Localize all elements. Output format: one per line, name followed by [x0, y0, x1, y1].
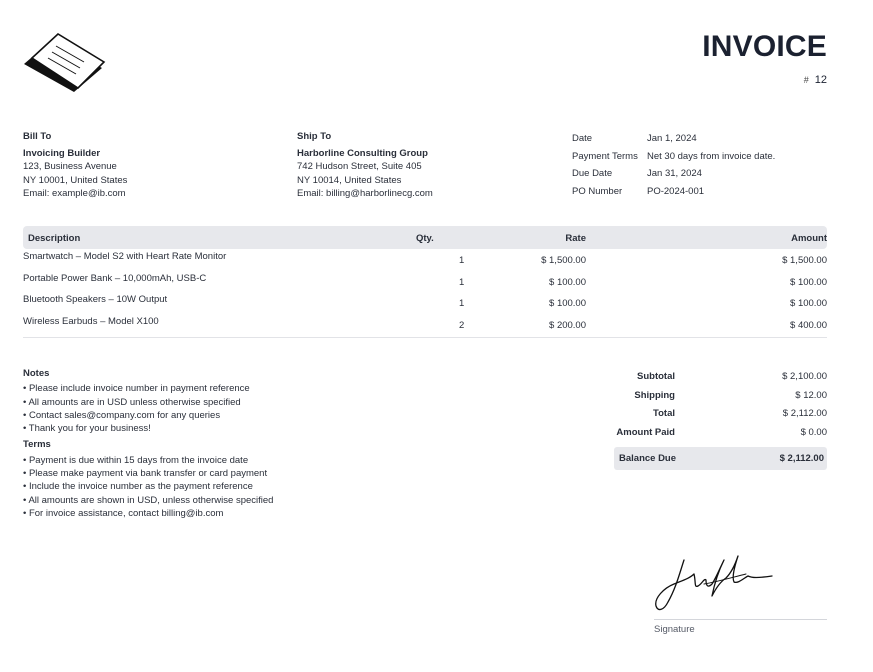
meta-value: Net 30 days from invoice date. — [647, 150, 776, 162]
meta-row — [572, 183, 775, 201]
table-row: Bluetooth Speakers – 10W Output 1 $ 100.00 $ 100.00 — [23, 294, 827, 309]
ship-to-label: Ship To — [297, 131, 332, 142]
balance-due-row — [614, 447, 827, 470]
notes-item: • All amounts are in USD unless otherwise specified — [23, 396, 241, 408]
meta-key: Due Date — [572, 168, 613, 180]
cell-amount: $ 100.00 — [790, 276, 827, 288]
meta-row — [572, 130, 775, 148]
shipping-value: $ 12.00 — [795, 389, 827, 401]
bill-to-name: Invoicing Builder — [23, 147, 101, 159]
cell-rate: $ 100.00 — [549, 298, 586, 309]
bill-to-line: NY 10001, United States — [23, 174, 128, 186]
amount-paid-label: Amount Paid — [616, 426, 675, 438]
paper-document-icon — [22, 32, 106, 96]
notes-item: • Thank you for your business! — [23, 423, 151, 435]
invoice-number-hash: # — [803, 75, 809, 85]
totals-row — [614, 387, 827, 406]
cell-description: Smartwatch – Model S2 with Heart Rate Monitor — [23, 251, 227, 262]
notes-terms-block — [23, 367, 273, 520]
signature-label: Signature — [654, 624, 695, 635]
meta-row — [572, 165, 775, 183]
invoice-title: INVOICE — [702, 30, 827, 63]
table-row: Smartwatch – Model S2 with Heart Rate Monitor 1 $ 1,500.00 $ 1,500.00 — [23, 251, 827, 266]
meta-row — [572, 148, 775, 166]
notes-label: Notes — [23, 368, 50, 379]
total-value: $ 2,112.00 — [782, 408, 827, 419]
bill-to-line: 123, Business Avenue — [23, 161, 117, 172]
invoice-number — [804, 74, 827, 86]
line-items-table — [23, 226, 827, 338]
signature-line — [654, 619, 827, 620]
table-header: Description Qty. Rate Amount — [23, 226, 827, 249]
totals-row — [614, 424, 827, 443]
table-row: Portable Power Bank – 10,000mAh, USB-C 1 $ 100.00 $ 100.00 — [23, 272, 827, 288]
balance-due-label: Balance Due — [619, 453, 677, 464]
shipping-label: Shipping — [634, 389, 675, 401]
cell-amount: $ 400.00 — [790, 319, 827, 331]
meta-value: Jan 1, 2024 — [647, 133, 697, 145]
ship-to-line: 742 Hudson Street, Suite 405 — [297, 161, 422, 172]
header-description: Description — [28, 233, 81, 244]
cell-amount: $ 100.00 — [790, 298, 827, 309]
bill-to-label: Bill To — [23, 131, 52, 142]
meta-key: PO Number — [572, 185, 623, 197]
terms-item: • All amounts are shown in USD, unless otherwise specified — [23, 494, 274, 506]
terms-label: Terms — [23, 439, 51, 451]
totals-row — [614, 405, 827, 424]
bill-to-line: Email: example@ib.com — [23, 188, 126, 199]
cell-rate: $ 200.00 — [549, 319, 586, 331]
cell-rate: $ 100.00 — [549, 276, 586, 288]
subtotal-label: Subtotal — [637, 371, 675, 382]
subtotal-value: $ 2,100.00 — [782, 371, 827, 382]
table-bottom-divider — [23, 337, 827, 338]
bill-to-block — [23, 130, 127, 201]
signature-image — [654, 548, 774, 618]
notes-item: • Please include invoice number in payment reference — [23, 383, 250, 395]
cell-description: Portable Power Bank – 10,000mAh, USB-C — [23, 272, 207, 284]
header-rate: Rate — [565, 233, 586, 244]
terms-item: • Payment is due within 15 days from the invoice date — [23, 454, 249, 466]
cell-description: Wireless Earbuds – Model X100 — [23, 315, 159, 327]
table-row: Wireless Earbuds – Model X100 2 $ 200.00 $ 400.00 — [23, 315, 827, 331]
invoice-number-value: 12 — [814, 74, 827, 86]
cell-amount: $ 1,500.00 — [782, 255, 827, 266]
terms-item: • Please make payment via bank transfer or card payment — [23, 468, 268, 480]
invoice-meta — [572, 130, 775, 200]
cell-rate: $ 1,500.00 — [541, 255, 586, 266]
terms-item: • For invoice assistance, contact billing@ib.com — [23, 507, 224, 519]
terms-item: • Include the invoice number as the payment reference — [23, 481, 253, 493]
totals-row — [614, 368, 827, 387]
meta-key: Payment Terms — [572, 150, 638, 162]
totals-block — [614, 368, 827, 470]
notes-item: • Contact sales@company.com for any queries — [23, 409, 221, 421]
amount-paid-value: $ 0.00 — [800, 426, 827, 438]
cell-description: Bluetooth Speakers – 10W Output — [23, 294, 168, 305]
meta-key: Date — [572, 133, 593, 145]
total-label: Total — [653, 408, 675, 419]
ship-to-block — [297, 130, 433, 201]
ship-to-line: Email: billing@harborlinecg.com — [297, 188, 433, 199]
balance-due-value: $ 2,112.00 — [779, 453, 824, 464]
meta-value: PO-2024-001 — [647, 185, 705, 197]
ship-to-name: Harborline Consulting Group — [297, 147, 428, 159]
meta-value: Jan 31, 2024 — [647, 168, 702, 180]
header-amount: Amount — [791, 233, 827, 244]
ship-to-line: NY 10014, United States — [297, 174, 402, 186]
